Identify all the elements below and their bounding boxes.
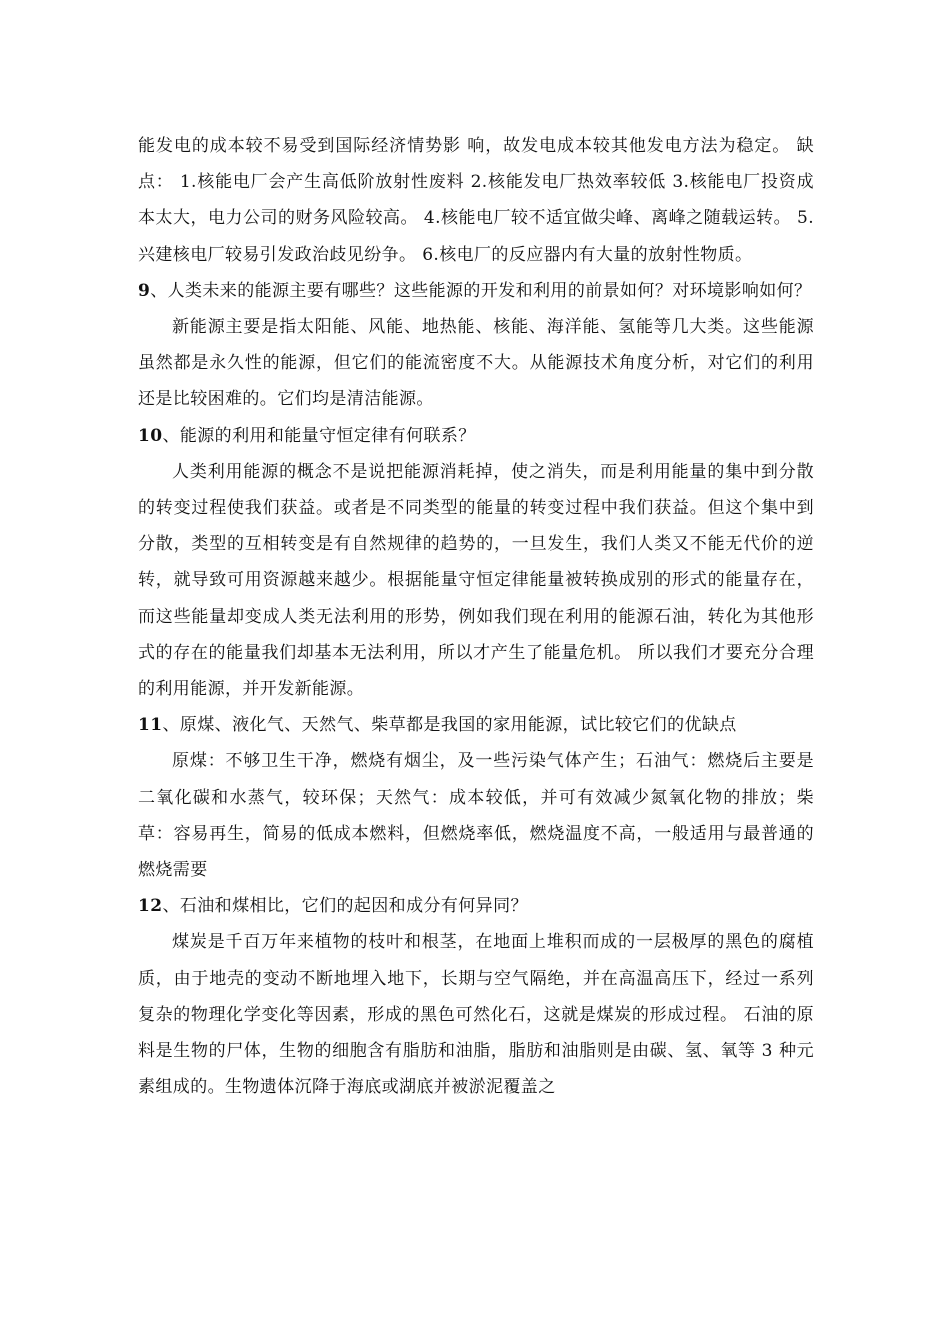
question-text: 、原煤、液化气、天然气、柴草都是我国的家用能源，试比较它们的优缺点 bbox=[162, 715, 737, 736]
paragraph-nuclear-pros-cons: 能发电的成本较不易受到国际经济情势影 响，故发电成本较其他发电方法为稳定。 缺点： 1.核能电厂会产生高低阶放射性废料 2.核能发电厂热效率较低 3.核能电厂投资成本太大，电力公司的财务风险较高。 4.核能电厂较不适宜做尖峰、离峰之随载运转。 5.兴建核电厂较易引发政治歧见纷争。 6.核电厂的反应器内有大量的放射性物质。 bbox=[138, 136, 814, 265]
question-heading-9 bbox=[138, 273, 814, 309]
question-heading-12 bbox=[138, 888, 814, 924]
question-text: 、能源的利用和能量守恒定律有何联系？ bbox=[162, 425, 476, 446]
question-text: 、石油和煤相比，它们的起因和成分有何异同？ bbox=[162, 896, 528, 917]
answer-paragraph-12: 煤炭是千百万年来植物的枝叶和根茎，在地面上堆积而成的一层极厚的黑色的腐植质，由于地壳的变动不断地埋入地下，长期与空气隔绝，并在高温高压下，经过一系列复杂的物理化学变化等因素，形成的黑色可然化石，这就是煤炭的形成过程。 石油的原料是生物的尸体，生物的细胞含有脂肪和油脂，脂肪和油脂则是由碳、氢、氧等 3 种元素组成的。生物遗体沉降于海底或湖底并被淤泥覆盖之 bbox=[138, 932, 814, 1098]
answer-paragraph-9: 新能源主要是指太阳能、风能、地热能、核能、海洋能、氢能等几大类。这些能源虽然都是永久性的能源，但它们的能流密度不大。从能源技术角度分析，对它们的利用还是比较困难的。它们均是清洁能源。 bbox=[138, 317, 814, 410]
answer-paragraph-10: 人类利用能源的概念不是说把能源消耗掉，使之消失，而是利用能量的集中到分散的转变过程使我们获益。或者是不同类型的能量的转变过程中我们获益。但这个集中到分散，类型的互相转变是有自然规律的趋势的，一旦发生，我们人类又不能无代价的逆转，就导致可用资源越来越少。根据能量守恒定律能量被转换成别的形式的能量存在，而这些能量却变成人类无法利用的形势，例如我们现在利用的能源石油，转化为其他形式的存在的能量我们却基本无法利用，所以才产生了能量危机。 所以我们才要充分合理的利用能源，并开发新能源。 bbox=[138, 461, 814, 700]
question-number: 9 bbox=[138, 280, 151, 301]
question-number: 11 bbox=[138, 715, 163, 736]
question-heading-10 bbox=[138, 418, 814, 454]
question-text: 、人类未来的能源主要有哪些？这些能源的开发和利用的前景如何？对环境影响如何？ bbox=[150, 280, 812, 301]
answer-paragraph-11: 原煤：不够卫生干净，燃烧有烟尘，及一些污染气体产生；石油气：燃烧后主要是二氧化碳和水蒸气，较环保；天然气：成本较低，并可有效减少氮氧化物的排放；柴草：容易再生，简易的低成本燃料，但燃烧率低，燃烧温度不高，一般适用与最普通的燃烧需要 bbox=[138, 751, 814, 881]
question-heading-11 bbox=[138, 707, 814, 743]
document-page bbox=[138, 128, 814, 1105]
question-number: 10 bbox=[138, 425, 163, 446]
question-number: 12 bbox=[138, 896, 163, 917]
